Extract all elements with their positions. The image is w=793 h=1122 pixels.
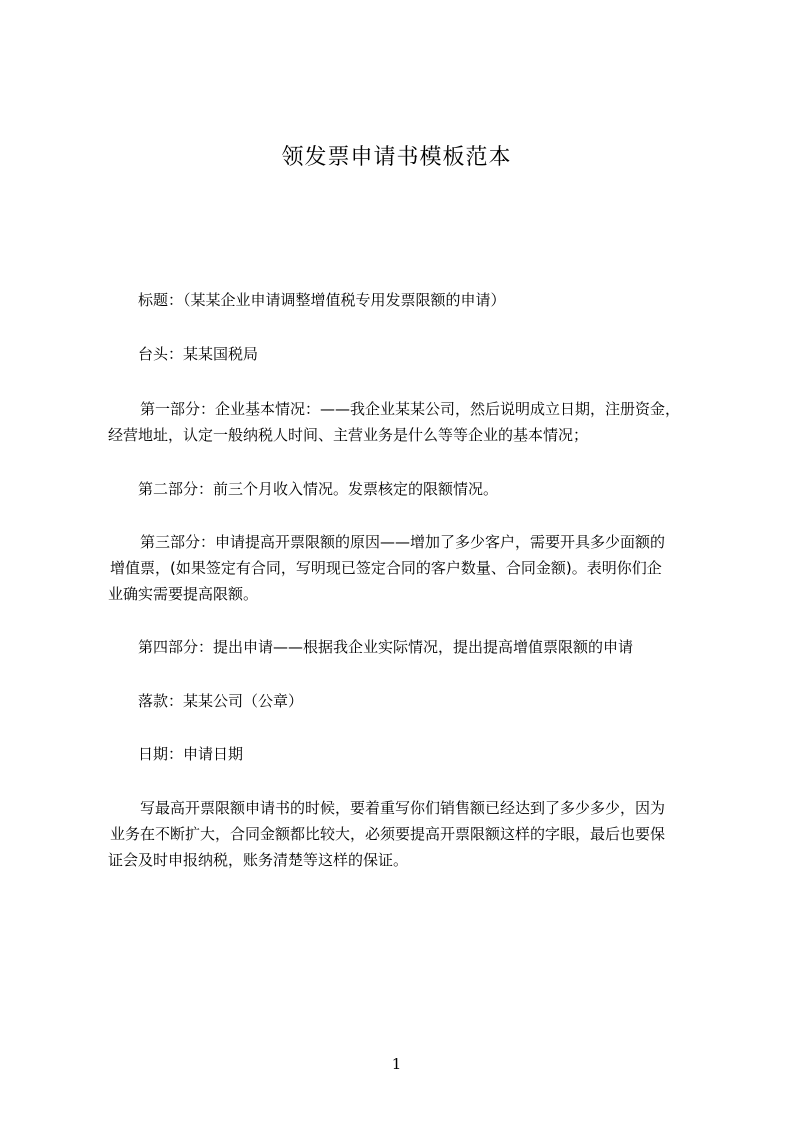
page-title: 领发票申请书模板范本 [281, 145, 512, 170]
part-one-line-2: 经营地址，认定一般纳税人时间、主营业务是什么等等企业的基本情况； [108, 426, 589, 444]
signature-line: 落款：某某公司（公章） [138, 692, 304, 710]
recipient-line: 台头：某某国税局 [138, 345, 259, 363]
closing-line-1: 写最高开票限额申请书的时候，要着重写你们销售额已经达到了多少多少，因为 [140, 799, 666, 817]
part-three-line-1: 第三部分：申请提高开票限额的原因——增加了多少客户，需要开具多少面额的 [140, 533, 666, 551]
part-one-line-1: 第一部分：企业基本情况：——我企业某某公司，然后说明成立日期，注册资金， [140, 400, 681, 418]
part-three-line-3: 业确实需要提高限额。 [108, 585, 259, 603]
date-line: 日期：申请日期 [138, 745, 244, 763]
page-number: 1 [391, 1055, 402, 1073]
subject-line: 标题：（某某企业申请调整增值税专用发票限额的申请） [138, 291, 506, 309]
closing-line-2: 业务在不断扩大，合同金额都比较大，必须要提高开票限额这样的字眼，最后也要保 [110, 825, 666, 843]
part-two-line: 第二部分：前三个月收入情况。发票核定的限额情况。 [138, 480, 499, 498]
part-three-line-2: 增值票，(如果签定有合同，写明现已签定合同的客户数量、合同金额)。表明你们企 [110, 559, 662, 577]
part-four-line: 第四部分：提出申请——根据我企业实际情况，提出提高增值票限额的申请 [138, 638, 634, 656]
closing-line-3: 证会及时申报纳税，账务清楚等这样的保证。 [108, 851, 409, 869]
